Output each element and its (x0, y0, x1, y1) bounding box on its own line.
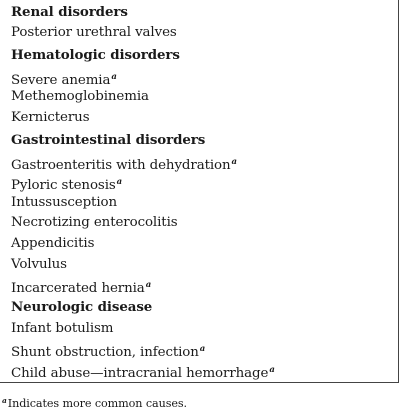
item-text: Kernicterus (11, 110, 90, 126)
item-text: Pyloric stenosis (11, 178, 116, 194)
item-text: Posterior urethral valves (11, 25, 177, 41)
section-heading-neurologic: Neurologic disease (11, 299, 153, 316)
item-text: Intussusception (11, 194, 118, 210)
footnote-mark: a (111, 71, 117, 82)
footnote-mark: a (2, 396, 7, 405)
list-item (11, 339, 398, 360)
item-text: Methemoglobinemia (11, 89, 149, 105)
item-text: Child abuse—intracranial hemorrhage (11, 365, 269, 381)
item-text: Necrotizing enterocolitis (11, 215, 178, 231)
footnote-mark: a (269, 364, 275, 375)
list-item (11, 87, 398, 108)
list-item (11, 193, 398, 214)
footnote-text: Indicates more common causes. (7, 397, 187, 410)
section-heading-gastrointestinal: Gastrointestinal disorders (11, 132, 206, 149)
list-item (11, 255, 398, 276)
list-item (11, 319, 398, 340)
list-item (11, 172, 398, 193)
list-item (11, 275, 398, 296)
list-item (11, 23, 398, 44)
list-item (11, 108, 398, 129)
item-text: Gastroenteritis with dehydration (11, 157, 231, 173)
item-text: Shunt obstruction, infection (11, 345, 199, 361)
item-text: Infant botulism (11, 320, 114, 336)
list-item (11, 360, 398, 381)
table-rows (11, 2, 398, 380)
footnote-mark: a (145, 280, 152, 291)
footnote-mark: a (231, 156, 237, 167)
section-heading-renal: Renal disorders (11, 4, 128, 20)
table-footnote (2, 396, 187, 410)
list-item (11, 152, 398, 173)
item-text: Appendicitis (11, 235, 95, 251)
item-text: Severe anemia (11, 72, 111, 88)
list-item (11, 234, 398, 255)
item-text: Incarcerated hernia (11, 281, 145, 297)
footnote-mark: a (199, 344, 206, 355)
list-item (11, 213, 398, 234)
footnote-mark: a (116, 177, 123, 188)
section-heading-hematologic: Hematologic disorders (11, 47, 180, 64)
list-item (11, 67, 398, 88)
item-text: Volvulus (11, 256, 67, 272)
